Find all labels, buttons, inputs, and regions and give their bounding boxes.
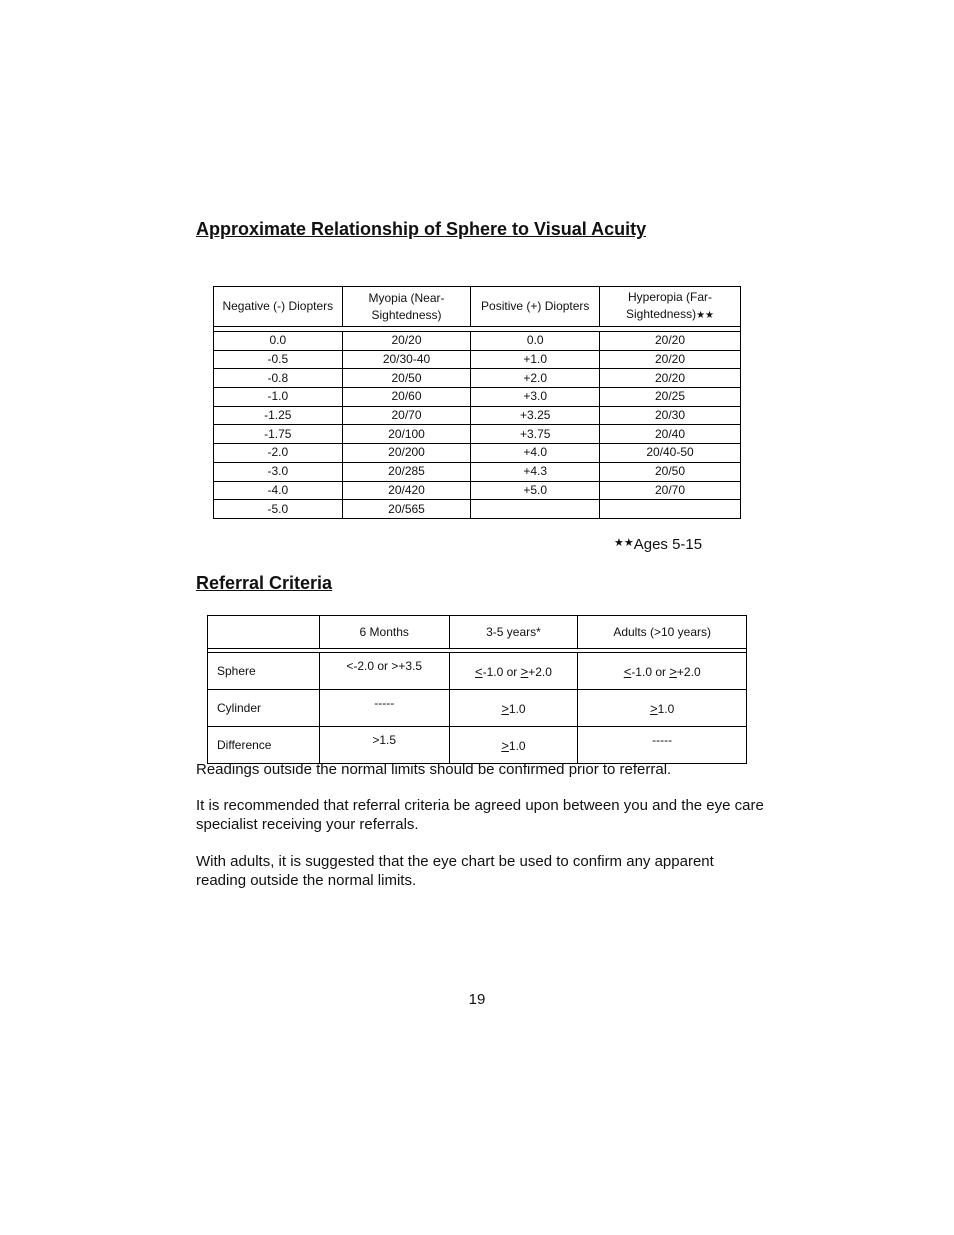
- criteria-value: 1.0: [657, 701, 675, 716]
- acuity-cell: 20/30: [600, 406, 741, 425]
- acuity-cell: +3.0: [471, 388, 600, 407]
- criteria-value: -1.0 or: [631, 664, 670, 679]
- acuity-cell: +5.0: [471, 481, 600, 500]
- acuity-cell: 20/565: [342, 500, 471, 519]
- referral-cell: <-2.0 or >+3.5: [319, 653, 449, 690]
- acuity-header-hyperopia-label: Hyperopia (Far-Sightedness): [626, 290, 713, 321]
- referral-table: [207, 615, 747, 764]
- referral-row: [208, 653, 747, 690]
- comparison-symbol: >: [501, 737, 509, 753]
- paragraph-adults: With adults, it is suggested that the eye chart be used to confirm any apparent reading outside the normal limits.: [196, 853, 714, 889]
- acuity-header-myopia: Myopia (Near-Sightedness): [342, 287, 471, 327]
- acuity-cell: 20/100: [342, 425, 471, 444]
- referral-row: [208, 727, 747, 764]
- acuity-cell: 20/200: [342, 444, 471, 463]
- acuity-header-row: [214, 287, 741, 327]
- referral-header-6-months: 6 Months: [319, 616, 449, 649]
- referral-header-blank: [208, 616, 320, 649]
- criteria-value: 1.0: [508, 701, 526, 716]
- acuity-header-positive: Positive (+) Diopters: [471, 287, 600, 327]
- acuity-cell: 20/50: [342, 369, 471, 388]
- acuity-row: [214, 332, 741, 351]
- acuity-row: [214, 500, 741, 519]
- referral-cell: [578, 653, 747, 690]
- acuity-cell: 20/70: [342, 406, 471, 425]
- acuity-cell: [600, 500, 741, 519]
- acuity-cell: [471, 500, 600, 519]
- star-icon: ★★: [614, 537, 634, 549]
- acuity-cell: 0.0: [214, 332, 343, 351]
- comparison-symbol: >: [650, 700, 658, 716]
- acuity-cell: 20/20: [342, 332, 471, 351]
- page-number: 19: [468, 991, 486, 1008]
- acuity-row: [214, 406, 741, 425]
- referral-cell: [449, 653, 578, 690]
- acuity-cell: 20/420: [342, 481, 471, 500]
- acuity-cell: 20/30-40: [342, 350, 471, 369]
- criteria-value: +2.0: [676, 664, 701, 679]
- acuity-cell: -4.0: [214, 481, 343, 500]
- acuity-cell: +4.3: [471, 462, 600, 481]
- acuity-row: [214, 388, 741, 407]
- acuity-cell: 20/70: [600, 481, 741, 500]
- acuity-row: [214, 425, 741, 444]
- acuity-cell: +4.0: [471, 444, 600, 463]
- acuity-cell: 20/40: [600, 425, 741, 444]
- comparison-symbol: <: [623, 663, 632, 679]
- acuity-cell: -5.0: [214, 500, 343, 519]
- paragraph-confirm: Readings outside the normal limits should be confirmed prior to referral.: [196, 761, 672, 778]
- comparison-symbol: >: [669, 663, 677, 679]
- acuity-table: [213, 286, 741, 519]
- acuity-cell: -2.0: [214, 444, 343, 463]
- acuity-cell: -0.5: [214, 350, 343, 369]
- acuity-header-negative: Negative (-) Diopters: [214, 287, 343, 327]
- acuity-cell: +2.0: [471, 369, 600, 388]
- acuity-cell: +3.25: [471, 406, 600, 425]
- acuity-footnote-text: Ages 5-15: [633, 536, 703, 553]
- acuity-cell: 20/25: [600, 388, 741, 407]
- referral-cell: -----: [578, 727, 747, 764]
- referral-cell: >1.5: [319, 727, 449, 764]
- referral-row: [208, 690, 747, 727]
- acuity-cell: 0.0: [471, 332, 600, 351]
- acuity-row: [214, 481, 741, 500]
- referral-cell: -----: [319, 690, 449, 727]
- acuity-cell: 20/40-50: [600, 444, 741, 463]
- referral-cell: [578, 690, 747, 727]
- referral-header-adults: Adults (>10 years): [578, 616, 747, 649]
- acuity-cell: -1.0: [214, 388, 343, 407]
- referral-row-label: Sphere: [208, 653, 320, 690]
- referral-header-row: [208, 616, 747, 649]
- star-icon: ★★: [696, 310, 714, 321]
- comparison-symbol: >: [501, 700, 509, 716]
- acuity-row: [214, 462, 741, 481]
- acuity-cell: 20/285: [342, 462, 471, 481]
- referral-cell: [449, 727, 578, 764]
- paragraph-agreement: It is recommended that referral criteria be agreed upon between you and the eye care specialist receiving your referrals.: [196, 797, 764, 833]
- comparison-symbol: <: [475, 663, 483, 679]
- acuity-cell: 20/20: [600, 369, 741, 388]
- acuity-cell: -1.75: [214, 425, 343, 444]
- acuity-cell: +1.0: [471, 350, 600, 369]
- acuity-header-hyperopia: [600, 287, 741, 327]
- referral-row-label: Difference: [208, 727, 320, 764]
- criteria-value: +2.0: [528, 664, 552, 679]
- referral-heading: Referral Criteria: [196, 573, 333, 593]
- acuity-row: [214, 444, 741, 463]
- referral-cell: [449, 690, 578, 727]
- acuity-row: [214, 350, 741, 369]
- acuity-heading: Approximate Relationship of Sphere to Visual Acuity: [196, 219, 647, 239]
- acuity-cell: +3.75: [471, 425, 600, 444]
- acuity-row: [214, 369, 741, 388]
- acuity-cell: -3.0: [214, 462, 343, 481]
- acuity-cell: 20/60: [342, 388, 471, 407]
- criteria-value: 1.0: [508, 738, 526, 753]
- referral-header-3-5-years: 3-5 years*: [449, 616, 578, 649]
- acuity-body: [214, 327, 741, 519]
- acuity-cell: 20/20: [600, 332, 741, 351]
- acuity-cell: -1.25: [214, 406, 343, 425]
- referral-row-label: Cylinder: [208, 690, 320, 727]
- acuity-cell: 20/50: [600, 462, 741, 481]
- acuity-cell: -0.8: [214, 369, 343, 388]
- comparison-symbol: >: [520, 663, 529, 679]
- criteria-value: -1.0 or: [482, 664, 521, 679]
- referral-body: [208, 649, 747, 764]
- acuity-footnote: [614, 536, 702, 553]
- acuity-cell: 20/20: [600, 350, 741, 369]
